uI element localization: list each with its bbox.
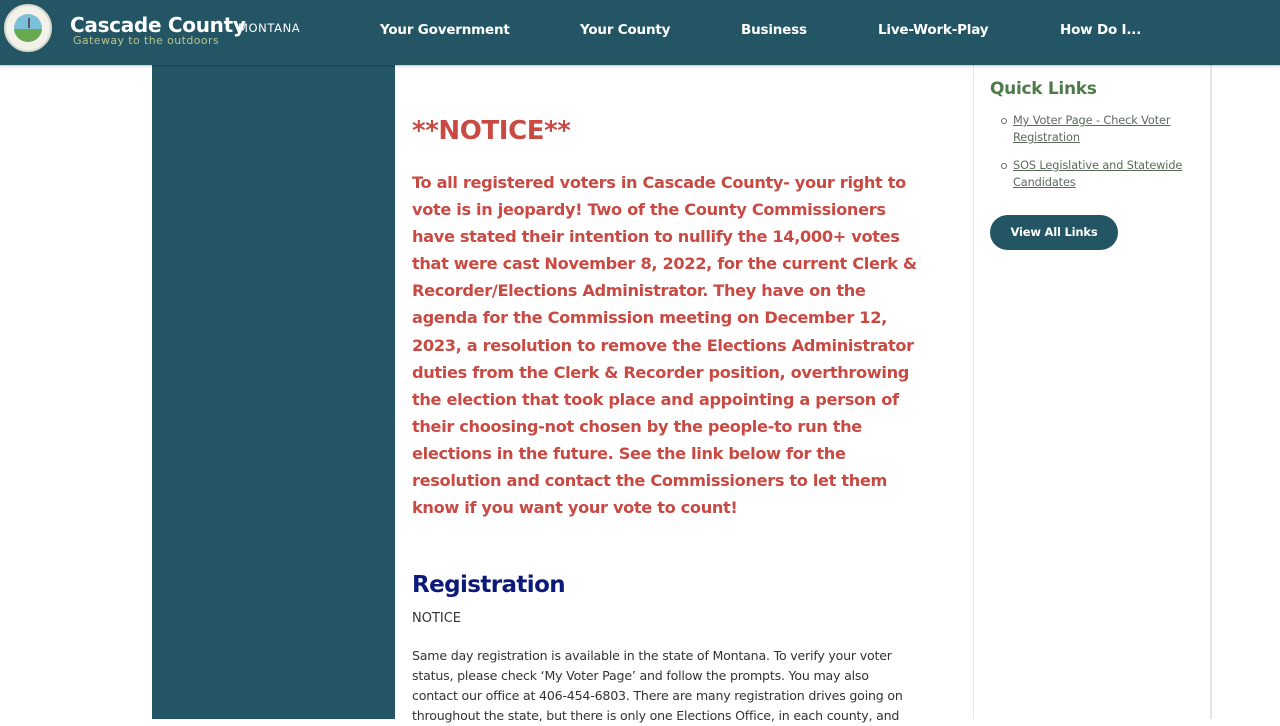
notice-line: resolution and contact the Commissioners to let them [412, 471, 888, 491]
registration-line: Same day registration is available in the state of Montana. To verify your voter [412, 648, 892, 663]
notice-title: **NOTICE** [412, 116, 571, 146]
registration-heading: Registration [412, 572, 566, 598]
notice-line: know if you want your vote to count! [412, 498, 738, 518]
quick-link-item [1000, 112, 1200, 146]
quick-links-list [1000, 112, 1200, 202]
nav-your-government[interactable]: Your Government [380, 22, 510, 38]
registration-line: status, please check ‘My Voter Page’ and follow the prompts. You may also [412, 668, 869, 683]
notice-line: duties from the Clerk & Recorder position, overthrowing [412, 362, 910, 382]
brand-title[interactable]: Cascade County [70, 13, 246, 37]
quick-link-sos-candidates[interactable] [1013, 157, 1200, 191]
seal-landscape-icon [14, 14, 42, 42]
notice-line: elections in the future. See the link below for the [412, 443, 846, 463]
circle-bullet-icon [1001, 163, 1007, 169]
notice-line: vote is in jeopardy! Two of the County Commissioners [412, 200, 886, 220]
notice-line: have stated their intention to nullify the 14,000+ votes [412, 227, 900, 247]
nav-live-work-play[interactable]: Live-Work-Play [878, 22, 989, 38]
quick-link-text[interactable]: Candidates [1013, 176, 1076, 189]
notice-line: Recorder/Elections Administrator. They have on the [412, 281, 866, 301]
quick-link-item [1000, 157, 1200, 191]
registration-notice-label: NOTICE [412, 611, 462, 626]
quick-link-text[interactable]: Registration [1013, 131, 1080, 144]
county-seal-logo[interactable] [4, 4, 52, 52]
brand-tagline: Gateway to the outdoors [73, 34, 220, 47]
quick-link-text[interactable]: SOS Legislative and Statewide [1013, 159, 1183, 172]
quick-links-title: Quick Links [990, 79, 1097, 99]
right-sidebar [973, 0, 1212, 719]
notice-body [412, 169, 960, 521]
notice-line: 2023, a resolution to remove the Elections Administrator [412, 335, 914, 355]
notice-line: To all registered voters in Cascade County- your right to [412, 173, 906, 192]
quick-link-my-voter-page[interactable] [1013, 112, 1200, 146]
circle-bullet-icon [1001, 118, 1007, 124]
quick-link-text[interactable]: My Voter Page - Check Voter [1013, 114, 1171, 127]
registration-body [412, 646, 962, 726]
nav-how-do-i[interactable]: How Do I... [1060, 22, 1142, 38]
brand-state: MONTANA [238, 21, 301, 35]
notice-line: the election that took place and appointing a person of [412, 389, 899, 409]
registration-line: throughout the state, but there is only one Elections Office, in each county, and [412, 708, 900, 723]
notice-line: that were cast November 8, 2022, for the current Clerk & [412, 254, 917, 274]
view-all-links-button[interactable]: View All Links [990, 215, 1118, 250]
left-sidebar-panel [152, 0, 395, 719]
notice-line: their choosing-not chosen by the people-to run the [412, 416, 862, 436]
nav-business[interactable]: Business [741, 22, 807, 38]
nav-your-county[interactable]: Your County [580, 22, 671, 38]
notice-line: agenda for the Commission meeting on December 12, [412, 308, 887, 328]
registration-line: contact our office at 406-454-6803. There are many registration drives going on [412, 688, 903, 703]
